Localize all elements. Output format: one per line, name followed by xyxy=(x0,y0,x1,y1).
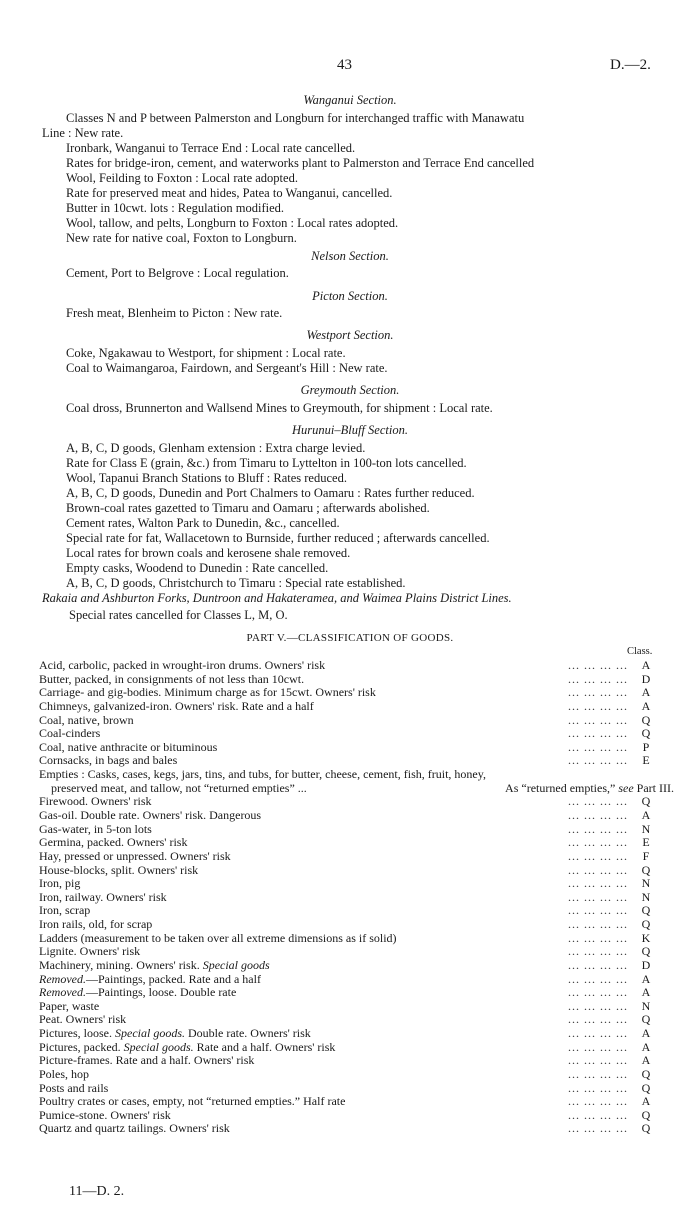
goods-description: House-blocks, split. Owners' risk xyxy=(39,862,199,877)
dot-leader: ... ... ... ... xyxy=(568,1026,628,1040)
goods-row xyxy=(39,917,656,931)
section-title: Westport Section. xyxy=(306,328,394,342)
goods-class: Q xyxy=(641,726,651,741)
goods-row xyxy=(39,835,656,849)
section-line: Local rates for brown coals and kerosene shale removed. xyxy=(66,546,351,560)
goods-row xyxy=(39,958,656,972)
section-line: A, B, C, D goods, Glenham extension : Extra charge levied. xyxy=(66,441,366,455)
goods-description: Posts and rails xyxy=(39,1080,109,1095)
goods-row xyxy=(39,780,674,795)
goods-description: Pictures, packed. Special goods. Rate and a half. Owners' risk xyxy=(39,1039,336,1054)
goods-description: Pumice-stone. Owners' risk xyxy=(39,1107,171,1122)
goods-row xyxy=(39,753,656,767)
goods-tail-note: As “returned empties,” see Part III. xyxy=(505,780,674,795)
section-line: Ironbark, Wanganui to Terrace End : Local rate cancelled. xyxy=(66,141,356,155)
dot-leader: ... ... ... ... xyxy=(568,944,628,959)
goods-class: A xyxy=(641,971,651,986)
goods-row xyxy=(39,849,656,863)
goods-description: preserved meat, and tallow, not “returned empties” ... xyxy=(51,780,307,795)
section-title: Greymouth Section. xyxy=(300,383,400,397)
dot-leader: ... ... ... ... xyxy=(568,1039,628,1054)
goods-row xyxy=(39,685,656,699)
goods-class: A xyxy=(641,985,651,1000)
goods-description: Coal, native anthracite or bituminous xyxy=(39,739,218,754)
section-line: Rates for bridge-iron, cement, and waterworks plant to Palmerston and Terrace End cancelled xyxy=(66,156,535,170)
dot-leader: ... ... ... ... xyxy=(568,712,628,727)
dot-leader: ... ... ... ... xyxy=(568,917,628,931)
goods-description: Quartz and quartz tailings. Owners' risk xyxy=(39,1121,230,1136)
goods-description: Poles, hop xyxy=(39,1066,90,1081)
goods-description: Lignite. Owners' risk xyxy=(39,944,141,959)
goods-row xyxy=(39,944,656,958)
goods-class: Q xyxy=(641,1080,651,1095)
goods-row xyxy=(39,672,656,686)
goods-class: N xyxy=(641,821,651,836)
goods-row xyxy=(39,808,656,822)
goods-class: F xyxy=(642,848,650,863)
goods-description: Coal, native, brown xyxy=(39,712,134,727)
goods-row xyxy=(39,699,656,713)
goods-row xyxy=(39,740,656,754)
goods-description: Removed.—Paintings, packed. Rate and a half xyxy=(39,971,261,986)
goods-class: A xyxy=(641,1094,651,1109)
goods-row xyxy=(39,863,656,877)
goods-row xyxy=(39,822,656,836)
goods-class: Q xyxy=(641,712,651,727)
goods-class: Q xyxy=(641,1107,651,1122)
section-line: New rate for native coal, Foxton to Longburn. xyxy=(66,231,297,245)
goods-class: A xyxy=(641,1053,651,1068)
class-column-header: Class. xyxy=(627,646,653,657)
goods-row xyxy=(39,1067,656,1081)
dot-leader: ... ... ... ... xyxy=(568,876,628,891)
goods-class: K xyxy=(641,930,651,945)
section-line: Coke, Ngakawau to Westport, for shipment : Local rate. xyxy=(66,346,346,360)
section-line: Cement rates, Walton Park to Dunedin, &c., cancelled. xyxy=(66,516,340,530)
goods-special-note: Special goods xyxy=(202,957,270,972)
goods-description: Picture-frames. Rate and a half. Owners' risk xyxy=(39,1053,255,1068)
goods-description: Carriage- and gig-bodies. Minimum charge as for 15cwt. Owners' risk xyxy=(39,685,376,700)
section-line: Butter in 10cwt. lots : Regulation modified. xyxy=(66,201,285,215)
section-title: Picton Section. xyxy=(312,289,388,303)
dot-leader: ... ... ... ... xyxy=(568,1012,628,1027)
goods-row xyxy=(39,903,656,917)
section-line: Rate for Class E (grain, &c.) from Timaru to Lyttelton in 100-ton lots cancelled. xyxy=(66,456,467,470)
goods-row xyxy=(39,1081,656,1095)
goods-class: Q xyxy=(641,794,651,809)
goods-description: Iron, scrap xyxy=(39,903,91,918)
dot-leader: ... ... ... ... xyxy=(568,971,628,986)
goods-row xyxy=(39,658,656,672)
section-title: Wanganui Section. xyxy=(303,93,397,107)
section-title: Hurunui–Bluff Section. xyxy=(292,423,408,437)
goods-class: P xyxy=(642,739,650,754)
goods-row xyxy=(39,931,656,945)
rakaia-line: Special rates cancelled for Classes L, M, O. xyxy=(69,608,288,622)
dot-leader: ... ... ... ... xyxy=(568,726,628,741)
goods-row xyxy=(39,999,656,1013)
section-line: Wool, tallow, and pelts, Longburn to Foxton : Local rates adopted. xyxy=(66,216,399,230)
dot-leader: ... ... ... ... xyxy=(568,794,628,809)
goods-description: Peat. Owners' risk xyxy=(39,1012,127,1027)
goods-class: N xyxy=(641,889,651,904)
section-line: Special rate for fat, Wallacetown to Burnside, further reduced ; afterwards cancelled. xyxy=(66,531,490,545)
goods-row xyxy=(39,876,656,890)
dot-leader: ... ... ... ... xyxy=(568,739,628,754)
footer-signature: 11—D. 2. xyxy=(69,1184,125,1199)
goods-description-prefix: Removed. xyxy=(39,971,86,986)
page-number: 43 xyxy=(337,57,352,73)
goods-description: Machinery, mining. Owners' risk. Special goods xyxy=(39,957,270,972)
goods-class: A xyxy=(641,685,651,700)
dot-leader: ... ... ... ... xyxy=(568,1094,628,1109)
dot-leader: ... ... ... ... xyxy=(568,1107,628,1122)
section-line: Wool, Feilding to Foxton : Local rate adopted. xyxy=(66,171,298,185)
section-line: A, B, C, D goods, Christchurch to Timaru : Special rate established. xyxy=(66,576,406,590)
goods-row xyxy=(39,1121,656,1135)
dot-leader: ... ... ... ... xyxy=(568,930,628,945)
dot-leader: ... ... ... ... xyxy=(568,889,628,904)
section-line: Rate for preserved meat and hides, Patea to Wanganui, cancelled. xyxy=(66,186,393,200)
section-line: Line : New rate. xyxy=(42,126,124,140)
goods-description: Hay, pressed or unpressed. Owners' risk xyxy=(39,848,231,863)
goods-description: Iron, pig xyxy=(39,876,81,891)
goods-class: Q xyxy=(641,1121,651,1136)
goods-description: Germina, packed. Owners' risk xyxy=(39,835,188,850)
part-title: PART V.—CLASSIFICATION OF GOODS. xyxy=(246,632,454,644)
dot-leader: ... ... ... ... xyxy=(568,658,628,672)
section-line: Coal to Waimangaroa, Fairdown, and Sergeant's Hill : New rate. xyxy=(66,361,388,375)
dot-leader: ... ... ... ... xyxy=(568,903,628,918)
dot-leader: ... ... ... ... xyxy=(568,848,628,863)
goods-row xyxy=(39,1026,656,1040)
goods-row xyxy=(39,1040,656,1054)
dot-leader: ... ... ... ... xyxy=(568,1066,628,1081)
goods-description: Coal-cinders xyxy=(39,726,101,741)
document-reference: D.—2. xyxy=(610,57,651,73)
goods-row xyxy=(39,1108,656,1122)
goods-description: Paper, waste xyxy=(39,998,100,1013)
goods-special-note: Special goods. xyxy=(123,1039,194,1054)
dot-leader: ... ... ... ... xyxy=(568,985,628,1000)
goods-class: A xyxy=(641,658,651,672)
dot-leader: ... ... ... ... xyxy=(568,998,628,1013)
goods-description: Poultry crates or cases, empty, not “returned empties.” Half rate xyxy=(39,1094,346,1109)
goods-class: Q xyxy=(641,944,651,959)
goods-row xyxy=(39,1012,656,1026)
dot-leader: ... ... ... ... xyxy=(568,1053,628,1068)
goods-description: Gas-water, in 5-ton lots xyxy=(39,821,152,836)
dot-leader: ... ... ... ... xyxy=(568,835,628,850)
goods-description: Pictures, loose. Special goods. Double rate. Owners' risk xyxy=(39,1026,311,1040)
goods-description: Butter, packed, in consignments of not less than 10cwt. xyxy=(39,671,305,686)
section-line: Fresh meat, Blenheim to Picton : New rate. xyxy=(66,306,283,320)
goods-class: E xyxy=(642,753,650,768)
goods-class: A xyxy=(641,1026,651,1040)
dot-leader: ... ... ... ... xyxy=(568,862,628,877)
goods-description: Acid, carbolic, packed in wrought-iron drums. Owners' risk xyxy=(39,658,326,672)
section-line: A, B, C, D goods, Dunedin and Port Chalmers to Oamaru : Rates further reduced. xyxy=(66,486,475,500)
goods-row xyxy=(39,985,656,999)
dot-leader: ... ... ... ... xyxy=(568,753,628,768)
dot-leader: ... ... ... ... xyxy=(568,821,628,836)
goods-description: Iron rails, old, for scrap xyxy=(39,917,153,931)
goods-class: D xyxy=(641,671,651,686)
goods-description: Removed.—Paintings, loose. Double rate xyxy=(39,985,237,1000)
dot-leader: ... ... ... ... xyxy=(568,685,628,700)
section-line: Cement, Port to Belgrove : Local regulation. xyxy=(66,266,289,280)
goods-description: Empties : Casks, cases, kegs, jars, tins, and tubs, for butter, cheese, cement, fish, fruit, honey, xyxy=(39,767,486,781)
section-line: Coal dross, Brunnerton and Wallsend Mines to Greymouth, for shipment : Local rate. xyxy=(66,401,493,415)
section-line: Empty casks, Woodend to Dunedin : Rate cancelled. xyxy=(66,561,329,575)
dot-leader: ... ... ... ... xyxy=(568,698,628,713)
dot-leader: ... ... ... ... xyxy=(568,1121,628,1136)
goods-class: Q xyxy=(641,862,651,877)
goods-class: A xyxy=(641,807,651,822)
goods-description: Iron, railway. Owners' risk xyxy=(39,889,167,904)
goods-class: Q xyxy=(641,903,651,918)
goods-row xyxy=(39,713,656,727)
goods-class: Q xyxy=(641,1012,651,1027)
goods-description: Ladders (measurement to be taken over all extreme dimensions as if solid) xyxy=(39,930,397,945)
goods-row xyxy=(39,972,656,986)
goods-description: Firewood. Owners' risk xyxy=(39,794,152,809)
goods-class: A xyxy=(641,1039,651,1054)
goods-description: Gas-oil. Double rate. Owners' risk. Dangerous xyxy=(39,807,262,822)
dot-leader: ... ... ... ... xyxy=(568,807,628,822)
goods-description: Cornsacks, in bags and bales xyxy=(39,753,178,768)
goods-row xyxy=(39,890,656,904)
goods-row xyxy=(39,726,656,740)
rakaia-title: Rakaia and Ashburton Forks, Duntroon and Hakateramea, and Waimea Plains District Lines. xyxy=(42,591,512,605)
goods-class: N xyxy=(641,998,651,1013)
goods-row xyxy=(39,767,656,781)
goods-row xyxy=(39,794,656,808)
goods-class: E xyxy=(642,835,650,850)
goods-row xyxy=(39,1094,656,1108)
goods-special-note: Special goods. xyxy=(115,1026,185,1040)
goods-row xyxy=(39,1053,656,1067)
goods-description-prefix: Removed. xyxy=(39,985,86,1000)
section-line: Brown-coal rates gazetted to Timaru and Oamaru ; afterwards abolished. xyxy=(66,501,430,515)
goods-class: D xyxy=(641,957,651,972)
goods-class: A xyxy=(641,698,651,713)
dot-leader: ... ... ... ... xyxy=(568,1080,628,1095)
goods-description: Chimneys, galvanized-iron. Owners' risk. Rate and a half xyxy=(39,698,314,713)
section-line: Wool, Tapanui Branch Stations to Bluff : Rates reduced. xyxy=(66,471,347,485)
dot-leader: ... ... ... ... xyxy=(568,957,628,972)
section-title: Nelson Section. xyxy=(311,249,389,263)
goods-class: Q xyxy=(641,917,651,931)
goods-class: Q xyxy=(641,1066,651,1081)
goods-class: N xyxy=(641,876,651,891)
dot-leader: ... ... ... ... xyxy=(568,671,628,686)
section-line: Classes N and P between Palmerston and Longburn for interchanged traffic with Manawatu xyxy=(66,111,525,125)
